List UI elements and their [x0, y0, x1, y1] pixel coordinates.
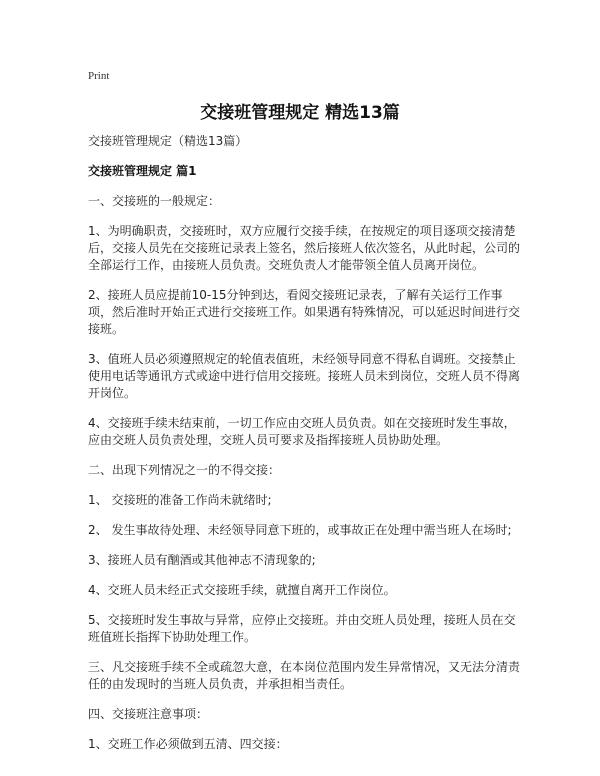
paragraph: 二、出现下列情况之一的不得交接： [88, 463, 281, 477]
paragraph: 2、 发生事故待处理、未经领导同意下班的，或事故正在处理中需当班人在场时; [88, 523, 512, 537]
paragraph: 4、交接班手续未结束前，一切工作应由交班人员负责。如在交接班时发生事故，应由交班人员负责处理，交班人员可要求及指挥接班人员协助处理。 [88, 416, 516, 447]
document-body [88, 133, 520, 766]
page-title: 交接班管理规定 精选13篇 [200, 103, 400, 123]
paragraph: 三、凡交接班手续不全或疏忽大意，在本岗位范围内发生异常情况，又无法分清责任的由发现时的当班人员负责，并承担相当责任。 [88, 660, 521, 691]
paragraph: 1、交班工作必须做到五清、四交接： [88, 737, 288, 751]
paragraph: 1、为明确职责，交接班时，双方应履行交接手续，在按规定的项目逐项交接清楚后，交接人员先在交接班记录表上签名，然后接班人依次签名，从此时起，公司的全部运行工作，由接班人员负责。交班负责人才能带领全值人员离开岗位。 [88, 224, 521, 272]
print-link[interactable]: Print [88, 70, 110, 82]
paragraph: 5、交接班时发生事故与异常，应停止交接班。并由交班人员处理，接班人员在交班值班长指挥下协助处理工作。 [88, 613, 516, 644]
section-heading: 交接班管理规定 篇1 [88, 164, 197, 178]
paragraph: 四、交接班注意事项： [88, 707, 209, 721]
paragraph: 3、值班人员必须遵照规定的轮值表值班，未经领导同意不得私自调班。交接禁止使用电话等通讯方式或途中进行信用交接班。接班人员未到岗位，交班人员不得离开岗位。 [88, 352, 521, 400]
paragraph: 3、接班人员有酗酒或其他神志不清现象的; [88, 553, 316, 567]
paragraph: 4、交班人员未经正式交接班手续，就擅自离开工作岗位。 [88, 583, 396, 597]
paragraph: 1、 交接班的准备工作尚未就绪时; [88, 493, 272, 507]
document-subtitle: 交接班管理规定（精选13篇） [88, 134, 248, 148]
paragraph: 2、接班人员应提前10-15分钟到达，看阅交接班记录表，了解有关运行工作事项，然后准时开始正式进行交接班工作。如果遇有特殊情况，可以延迟时间进行交接班。 [88, 288, 521, 336]
paragraph: 一、交接班的一般规定： [88, 194, 221, 208]
